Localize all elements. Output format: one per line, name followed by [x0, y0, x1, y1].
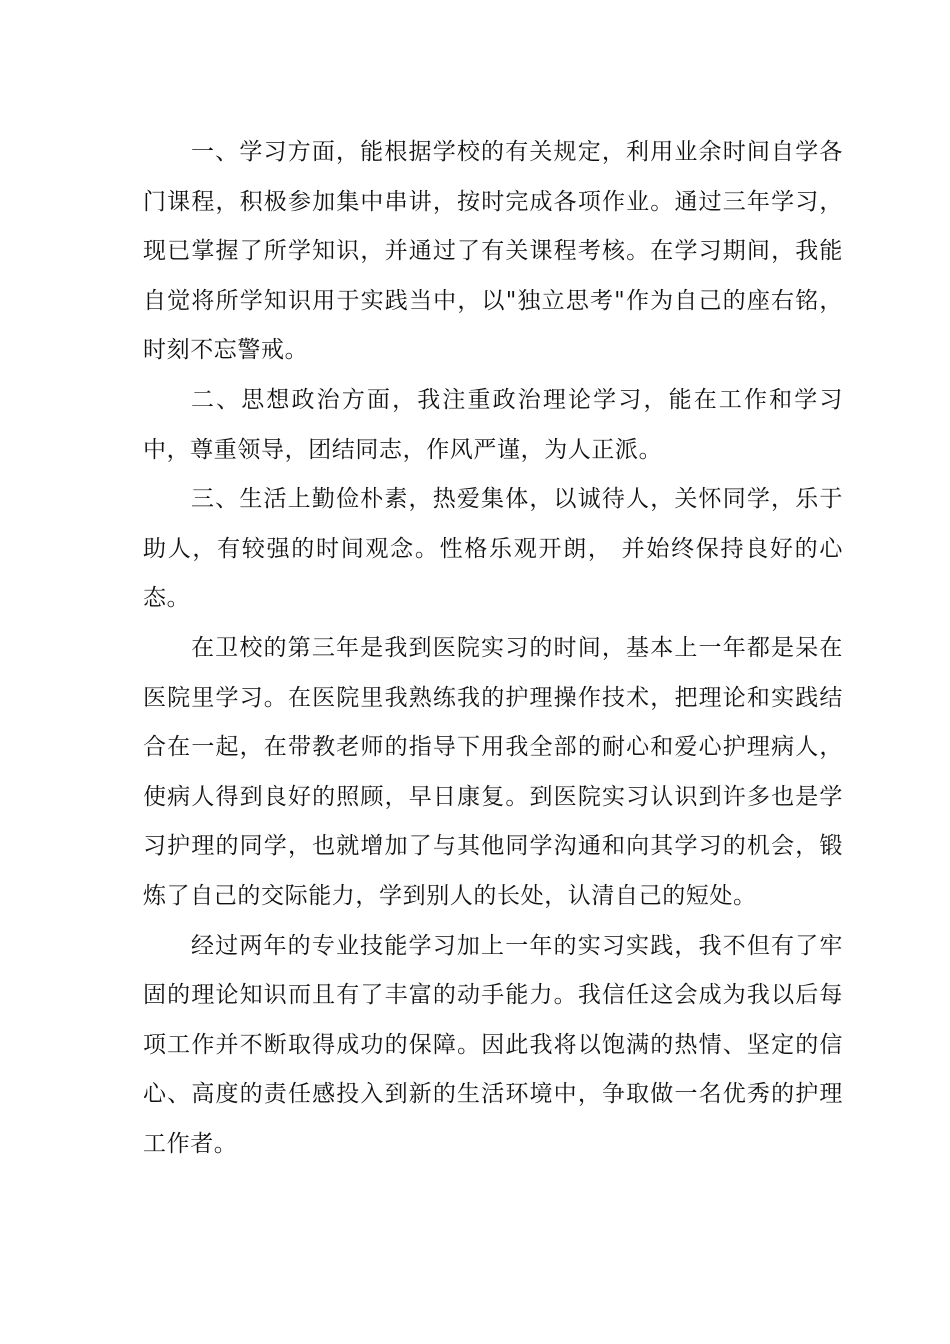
paragraph-internship: 在卫校的第三年是我到医院实习的时间，基本上一年都是呆在医院里学习。在医院里我熟练我的护理操作技术，把理论和实践结合在一起，在带教老师的指导下用我全部的耐心和爱心护理病人，使病人得到良好的照顾，早日康复。到医院实习认识到许多也是学习护理的同学，也就增加了与其他同学沟通和向其学习的机会，锻炼了自己的交际能力，学到别人的长处，认清自己的短处。	[143, 635, 843, 909]
paragraph-politics: 二、思想政治方面，我注重政治理论学习，能在工作和学习中，尊重领导，团结同志，作风严谨，为人正派。	[143, 386, 843, 463]
paragraph-life: 三、生活上勤俭朴素，热爱集体，以诚待人，关怀同学，乐于助人，有较强的时间观念。性格乐观开朗， 并始终保持良好的心态。	[143, 486, 843, 612]
paragraph-conclusion: 经过两年的专业技能学习加上一年的实习实践，我不但有了牢固的理论知识而且有了丰富的动手能力。我信任这会成为我以后每项工作并不断取得成功的保障。因此我将以饱满的热情、坚定的信心、高度的责任感投入到新的生活环境中，争取做一名优秀的护理工作者。	[143, 932, 843, 1157]
document-section-1	[143, 128, 843, 624]
document-section-2	[143, 624, 843, 1170]
paragraph-study: 一、学习方面，能根据学校的有关规定，利用业余时间自学各门课程，积极参加集中串讲，按时完成各项作业。通过三年学习，现已掌握了所学知识，并通过了有关课程考核。在学习期间，我能自觉将所学知识用于实践当中，以"独立思考"作为自己的座右铭，时刻不忘警戒。	[143, 139, 843, 364]
